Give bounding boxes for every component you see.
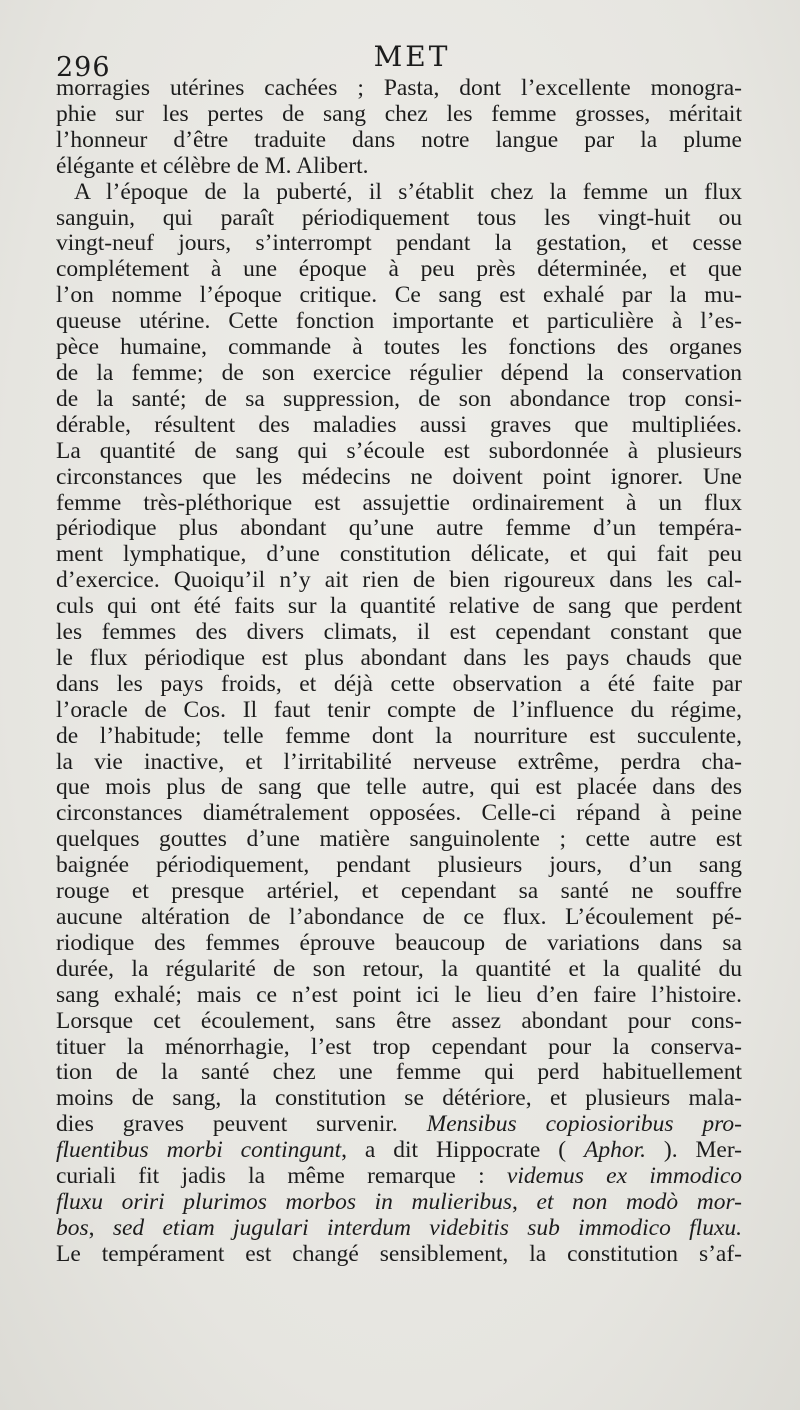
text-line <box>56 361 742 387</box>
text-segment: morragies utérines cachées ; Pasta, dont l’excellente monogra- <box>56 75 742 101</box>
text-line <box>56 957 742 983</box>
text-segment: complétement à une époque à peu près déterminée, et que <box>56 256 742 283</box>
text-segment: que mois plus de sang que telle autre, qui est placée dans des <box>56 774 742 801</box>
italic-text: Mensibus copiosioribus pro- <box>426 1111 742 1138</box>
text-segment: curiali fit jadis la même remarque : <box>56 1163 507 1190</box>
text-line <box>56 102 742 128</box>
text-segment: périodique plus abondant qu’une autre femme d’un tempéra- <box>56 515 742 542</box>
text-line <box>56 465 742 491</box>
text-line <box>56 1060 742 1086</box>
text-line <box>56 491 742 517</box>
text-line <box>56 1216 742 1242</box>
text-line <box>56 698 742 724</box>
text-line <box>56 206 742 232</box>
text-line <box>56 983 742 1009</box>
text-segment: rouge et presque artériel, et cependant sa santé ne souffre <box>56 878 742 905</box>
text-segment: , <box>512 1188 537 1215</box>
text-segment: dérable, résultent des maladies aussi graves que multipliées. <box>56 411 742 438</box>
text-segment: , a dit Hippocrate ( <box>341 1137 584 1164</box>
text-line <box>56 1009 742 1035</box>
text-line <box>56 1242 742 1268</box>
text-line <box>56 283 742 309</box>
text-line <box>56 801 742 827</box>
text-line <box>56 724 742 750</box>
text-line <box>56 309 742 335</box>
text-line <box>56 1164 742 1190</box>
text-segment: sanguin, qui paraît périodiquement tous les vingt-huit ou <box>56 204 742 231</box>
text-segment: queuse utérine. Cette fonction importante et particulière à l’es- <box>56 308 742 335</box>
text-line <box>56 1086 742 1112</box>
text-line <box>56 879 742 905</box>
italic-text: Aphor. <box>583 1137 646 1164</box>
text-segment: ). Mer- <box>646 1137 742 1164</box>
text-line <box>56 646 742 672</box>
text-segment: élégante et célèbre de M. Alibert. <box>56 152 369 179</box>
text-line <box>56 1190 742 1216</box>
text-line <box>56 154 742 180</box>
text-line <box>56 1138 742 1164</box>
text-segment: baignée périodiquement, pendant plusieurs jours, d’un sang <box>56 852 742 879</box>
text-line <box>56 257 742 283</box>
text-segment: l’on nomme l’époque critique. Ce sang est exhalé par la mu- <box>56 282 742 309</box>
italic-text: fluentibus morbi contingunt <box>56 1137 342 1164</box>
text-segment: ment lymphatique, d’une constitution délicate, et qui fait peu <box>56 541 742 568</box>
text-line <box>56 1112 742 1138</box>
text-segment: l’oracle de Cos. Il faut tenir compte de l’influence du régime, <box>56 696 742 723</box>
text-segment: de la santé; de sa suppression, de son abondance trop consi- <box>56 385 742 412</box>
text-segment: circonstances que les médecins ne doivent point ignorer. Une <box>56 463 742 490</box>
text-line <box>56 568 742 594</box>
text-line <box>56 439 742 465</box>
italic-text: sed etiam jugulari interdum videbitis sub immodico fluxu. <box>112 1214 743 1241</box>
text-line <box>56 594 742 620</box>
text-segment: sang exhalé; mais ce n’est point ici le lieu d’en faire l’histoire. <box>56 981 742 1008</box>
running-head: MET <box>373 40 451 73</box>
text-line <box>56 1035 742 1061</box>
text-line <box>56 827 742 853</box>
text-segment: femme très-pléthorique est assujettie ordinairement à un flux <box>56 489 742 516</box>
text-segment: circonstances diamétralement opposées. Celle-ci répand à peine <box>56 800 742 827</box>
text-segment: tion de la santé chez une femme qui perd habituellement <box>56 1059 742 1086</box>
text-line <box>56 672 742 698</box>
text-line <box>56 231 742 257</box>
page-header <box>56 40 742 83</box>
text-segment: d’exercice. Quoiqu’il n’y ait rien de bien rigoureux dans les cal- <box>56 567 742 594</box>
text-line <box>56 775 742 801</box>
text-line <box>56 905 742 931</box>
text-segment: vingt-neuf jours, s’interrompt pendant la gestation, et cesse <box>56 230 742 257</box>
text-segment: A l’époque de la puberté, il s’établit chez la femme un flux <box>74 178 742 205</box>
text-segment: quelques gouttes d’une matière sanguinolente ; cette autre est <box>56 826 742 853</box>
text-segment: tituer la ménorrhagie, l’est trop cependant pour la conserva- <box>56 1033 742 1060</box>
text-line <box>56 750 742 776</box>
text-segment: moins de sang, la constitution se détériore, et plusieurs mala- <box>56 1085 742 1112</box>
text-segment: La quantité de sang qui s’écoule est subordonnée à plusieurs <box>56 437 742 464</box>
text-line <box>56 387 742 413</box>
text-segment: Lorsque cet écoulement, sans être assez abondant pour cons- <box>56 1007 742 1034</box>
text-segment: les femmes des divers climats, il est cependant constant que <box>56 619 742 646</box>
text-segment: de la femme; de son exercice régulier dépend la conservation <box>56 359 742 386</box>
italic-text: fluxu oriri plurimos morbos in mulieribus <box>56 1188 513 1215</box>
text-line <box>56 335 742 361</box>
italic-text: videmus ex immodico <box>506 1163 742 1190</box>
text-segment: Le tempérament est changé sensiblement, la constitution s’af- <box>56 1240 742 1267</box>
text-segment: l’honneur d’être traduite dans notre langue par la plume <box>56 126 742 153</box>
text-segment: dies graves peuvent survenir. <box>56 1111 427 1138</box>
text-line <box>56 128 742 154</box>
italic-text: bos <box>56 1214 89 1241</box>
text-line <box>56 516 742 542</box>
text-segment: de l’habitude; telle femme dont la nourriture est succulente, <box>56 722 742 749</box>
text-segment: , <box>88 1214 113 1241</box>
text-line <box>56 620 742 646</box>
text-segment: le flux périodique est plus abondant dans les pays chauds que <box>56 644 742 671</box>
text-line <box>56 180 742 206</box>
text-segment: durée, la régularité de son retour, la quantité et la qualité du <box>56 955 742 982</box>
text-segment: phie sur les pertes de sang chez les femme grosses, méritait <box>56 100 742 127</box>
text-line <box>56 542 742 568</box>
text-segment: dans les pays froids, et déjà cette observation a été faite par <box>56 670 742 697</box>
text-segment: riodique des femmes éprouve beaucoup de variations dans sa <box>56 929 742 956</box>
text-segment: la vie inactive, et l’irritabilité nerveuse extrême, perdra cha- <box>56 748 742 775</box>
text-line <box>56 76 742 102</box>
text-line <box>56 853 742 879</box>
text-segment: pèce humaine, commande à toutes les fonctions des organes <box>56 334 742 361</box>
text-segment: culs qui ont été faits sur la quantité relative de sang que perdent <box>56 593 742 620</box>
text-line <box>56 931 742 957</box>
text-line <box>56 413 742 439</box>
page-number: 296 <box>56 52 111 83</box>
body-text <box>56 76 742 1268</box>
italic-text: et non modò mor- <box>536 1188 742 1215</box>
text-segment: aucune altération de l’abondance de ce flux. L’écoulement pé- <box>56 904 742 930</box>
